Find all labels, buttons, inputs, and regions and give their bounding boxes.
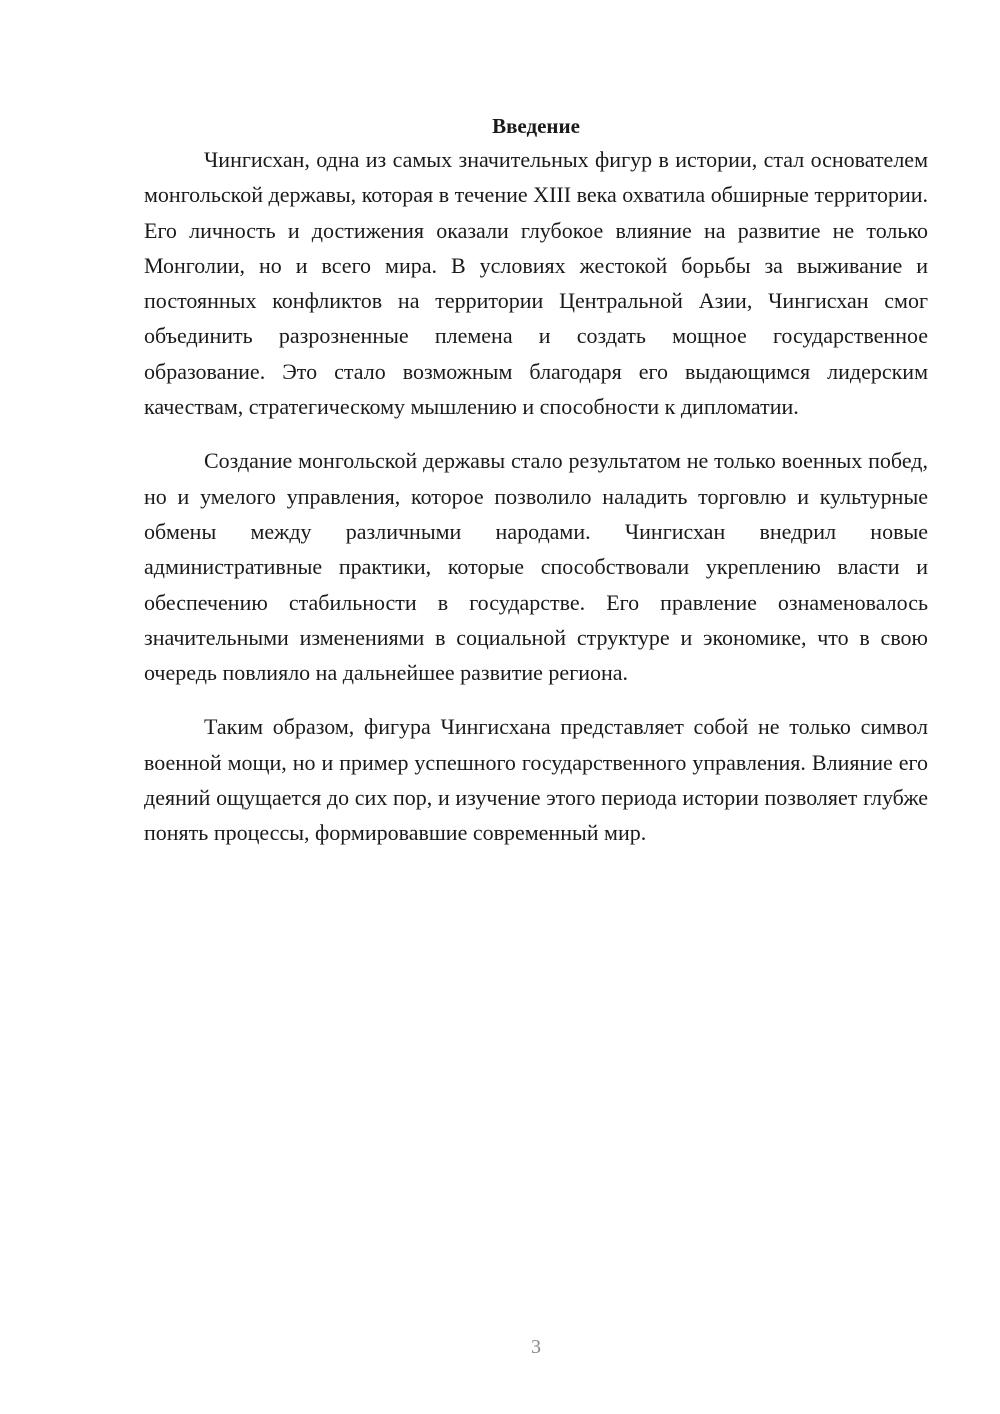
- body-text: [144, 142, 928, 851]
- page-number: 3: [531, 1336, 541, 1358]
- paragraph-2: Создание монгольской державы стало результатом не только военных побед, но и умелого управления, которое позволило наладить торговлю и культурные обмены между различными народами. Чингисхан внедрил новые административные практики, которые способствовали укреплению власти и обеспечению стабильности в государстве. Его правление ознаменовалось значительными изменениями в социальной структуре и экономике, что в свою очередь повлияло на дальнейшее развитие региона.: [144, 448, 928, 686]
- paragraph-3: Таким образом, фигура Чингисхана представляет собой не только символ военной мощи, но и пример успешного государственного управления. Влияние его деяний ощущается до сих пор, и изучение этого периода истории позволяет глубже понять процессы, формировавшие современный мир.: [144, 714, 928, 846]
- section-title: Введение: [492, 114, 580, 139]
- paragraph-1: Чингисхан, одна из самых значительных фигур в истории, стал основателем монгольской державы, которая в течение XIII века охватила обширные территории. Его личность и достижения оказали глубокое влияние на развитие не только Монголии, но и всего мира. В условиях жестокой борьбы за выживание и постоянных конфликтов на территории Центральной Азии, Чингисхан смог объединить разрозненные племена и создать мощное государственное образование. Это стало возможным благодаря его выдающимся лидерским качествам, стратегическому мышлению и способности к дипломатии.: [144, 147, 928, 420]
